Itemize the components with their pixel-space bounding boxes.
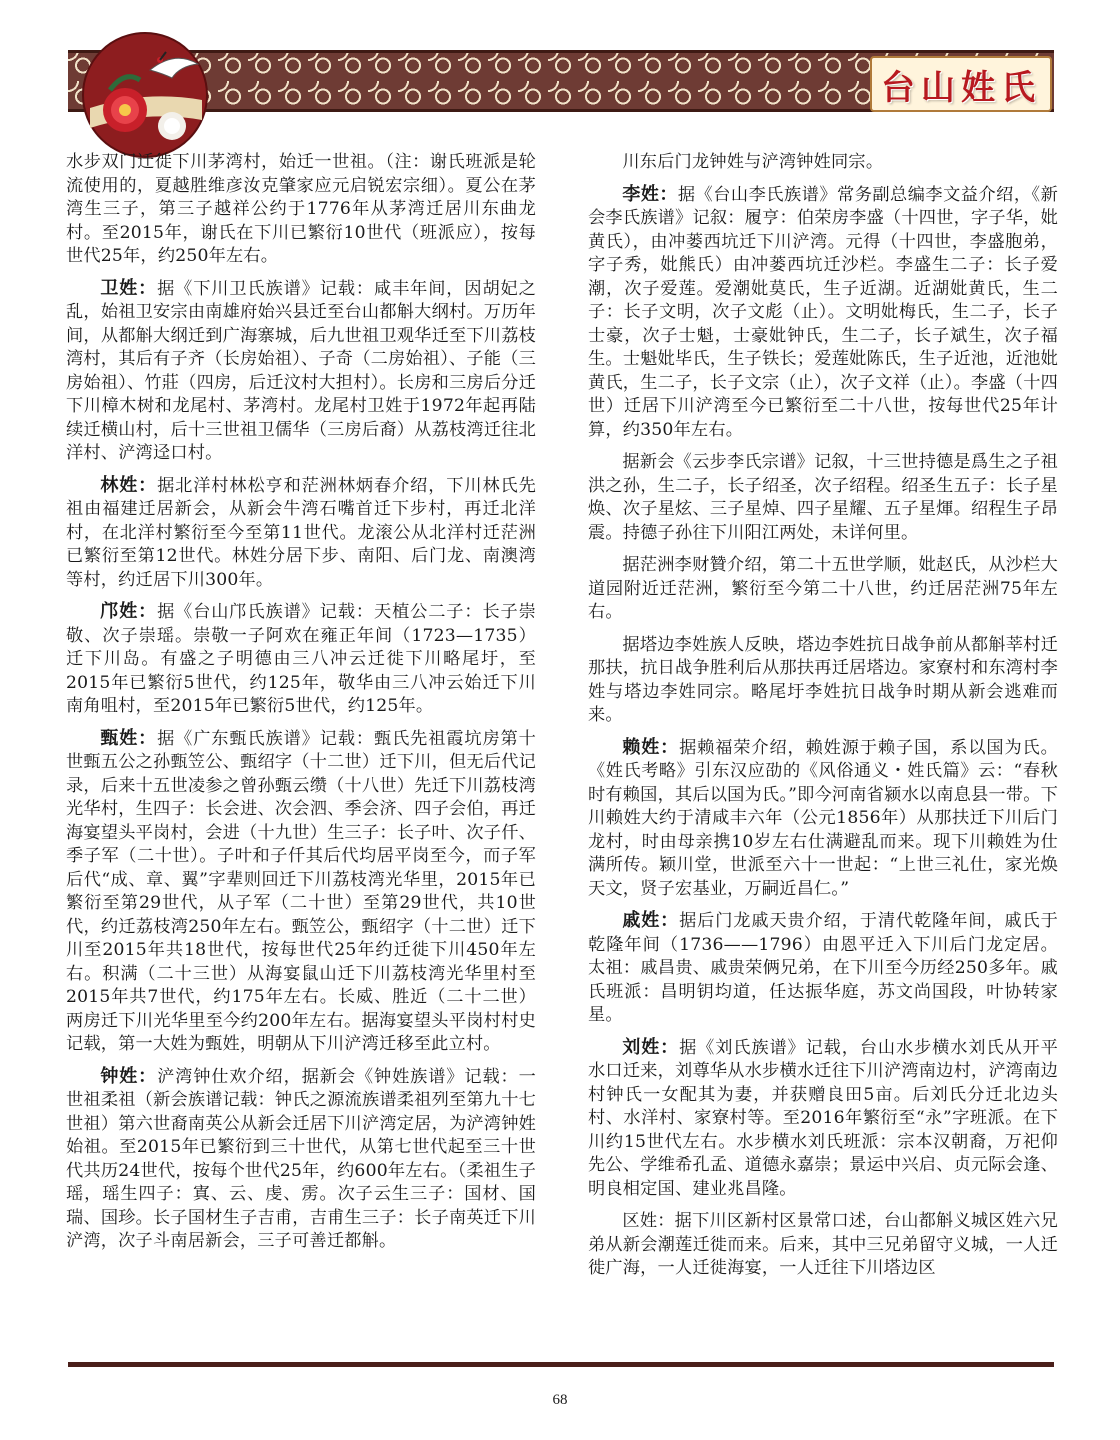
paragraph-text: 据《刘氏族谱》记载，台山水步横水刘氏从开平水口迁来，刘尊华从水步横水迁往下川浐湾南边村，浐湾南边村钟氏一女配其为妻，并获赠良田5亩。后刘氏分迁北边头村、水洋村、家寮村等。至2016年繁衍至“永”字班派。在下川约15世代左右。水步横水刘氏班派：宗本汉朝裔，万祀仰先公、学维希孔孟、道德永嘉崇；景运中兴启、贞元际会逢、明良相定国、建业兆昌隆。 bbox=[588, 1037, 1058, 1199]
paragraph bbox=[66, 727, 536, 1057]
page-title: 台山姓氏 bbox=[881, 67, 1041, 108]
surname-label: 钟姓： bbox=[100, 1065, 158, 1087]
paragraph bbox=[588, 909, 1058, 1028]
surname-label: 刘姓： bbox=[622, 1036, 680, 1058]
surname-label: 戚姓： bbox=[622, 910, 680, 931]
paragraph-text: 据《广东甄氏族谱》记载：甄氏先祖霞坑房第十世甄五公之孙甄笠公、甄绍字（十二世）迁下川，但无后代记录，后来十五世凌参之曾孙甄云缵（十八世）先迁下川荔枝湾光华村，生四子：长会进、次会泗、季会济、四子会伯，再迁海宴望头平岗村，会进（十九世）生三子：长子叶、次子仟、季子军（二十世）。子叶和子仟其后代均居平岗至今，而子军后代“成、章、翼”字辈则回迁下川荔枝湾光华里，2015年已繁衍至第29世代，从子军（二十世）至第29世代，共10世代，约迁荔枝湾250年左右。甄笠公，甄绍字（十二世）迁下川至2015年共18世代，按每世代25年约迁徙下川450年左右。积满（二十三世）从海宴鼠山迁下川荔枝湾光华里村至2015年共7世代，约175年左右。长威、胜近（二十二世）两房迁下川光华里至今约200年左右。据海宴望头平岗村村史记载，第一大姓为甄姓，明朝从下川浐湾迁移至此立村。 bbox=[66, 728, 536, 1054]
paragraph-text: 据《下川卫氏族谱》记载：咸丰年间，因胡妃之乱，始祖卫安宗由南雄府始兴县迁至台山都斛大纲村。万历年间，从都斛大纲迁到广海寨城，后九世祖卫观华迁至下川荔枝湾村，其后有子齐（长房始祖）、子奇（二房始祖）、子能（三房始祖）、竹莊（四房，后迁汶村大担村）。长房和三房后分迁下川樟木树和龙尾村、茅湾村。龙尾村卫姓于1972年起再陆续迁横山村，后十三世祖卫儒华（三房后裔）从荔枝湾迁往北洋村、浐湾迳口村。 bbox=[66, 278, 536, 463]
paragraph-text: 据茫洲李财贊介绍，第二十五世学顺，妣赵氏，从沙栏大道园附近迁茫洲，繁衍至今第二十八世，约迁居茫洲75年左右。 bbox=[588, 555, 1058, 622]
page-number: 68 bbox=[552, 1392, 568, 1408]
paragraph-text: 据赖福荣介绍，赖姓源于赖子国，系以国为氏。《姓氏考略》引东汉应劭的《风俗通义・姓氏篇》云：“春秋时有赖国，其后以国为氏。”即今河南省颍水以南息县一带。下川赖姓大约于清咸丰六年（公元1856年）从那扶迁下川后门龙村，时由母亲携10岁左右仕满避乱而来。现下川赖姓为仕满所传。颖川堂，世派至六十一世起：“上世三礼仕，家光焕天文，贤子宏基业，万嗣近昌仁。” bbox=[588, 737, 1058, 899]
paragraph bbox=[66, 150, 536, 269]
paragraph bbox=[66, 474, 536, 593]
surname-label: 邝姓： bbox=[100, 601, 158, 622]
paragraph bbox=[588, 450, 1058, 545]
surname-label: 李姓： bbox=[622, 183, 678, 205]
paragraph bbox=[66, 600, 536, 719]
paragraph-text: 据北洋村林松亨和茫洲林炳春介绍，下川林氏先祖由福建迁居新会，从新会牛湾石嘴首迁下步村，再迁北洋村，在北洋村繁衍至今至第11世代。龙滚公从北洋村迁茫洲已繁衍至第12世代。林姓分居下步、南阳、后门龙、南澳湾等村，约迁居下川300年。 bbox=[66, 475, 536, 590]
paragraph-text: 川东后门龙钟姓与浐湾钟姓同宗。 bbox=[622, 152, 884, 172]
paragraph-text: 据后门龙戚天贵介绍，于清代乾隆年间，戚氏于乾隆年间（1736——1796）由恩平迁入下川后门龙定居。太祖：戚昌贵、戚贵荣俩兄弟，在下川至今历经250多年。戚氏班派：昌明钥均道，任达振华庭，苏文尚国段，叶协转家星。 bbox=[588, 911, 1058, 1025]
surname-label: 甄姓： bbox=[100, 727, 158, 749]
title-plaque bbox=[870, 56, 1052, 112]
surname-label: 赖姓： bbox=[622, 736, 680, 758]
banner-top-edge bbox=[68, 50, 1054, 53]
paragraph-text: 据新会《云步李氏宗谱》记叙，十三世持德是爲生之子祖洪之孙，生二子，长子绍圣，次子绍程。绍圣生五子：长子星焕、次子星炫、三子星焯、四子星耀、五子星煇。绍程生子昂震。持德子孙往下川阳江两处，未详何里。 bbox=[588, 452, 1058, 543]
paragraph-text: 浐湾钟仕欢介绍，据新会《钟姓族谱》记载：一世祖柔祖（新会族谱记载：钟氏之源流族谱柔祖列至第九十七世祖）第六世裔南英公从新会迁居下川浐湾定居，为浐湾钟姓始祖。至2015年已繁衍到三十世代，从第七世代起至三十世代共历24世代，按每个世代25年，约600年左右。（柔祖生子瑶，瑶生四子：寘、云、虔、雳。次子云生三子：国材、国瑞、国珍。长子国材生子吉甫，吉甫生三子：长子南英迁下川浐湾，次子斗南居新会，三子可善迁都斛。 bbox=[66, 1066, 536, 1251]
paragraph bbox=[588, 150, 1058, 175]
paragraph-text: 据《台山邝氏族谱》记载：天植公二子：长子崇敬、次子崇瑶。崇敬一子阿欢在雍正年间（1723—1735）迁下川岛。有盛之子明德由三八冲云迁徙下川略尾圩，至2015年已繁衍5世代，约125年，敬华由三八冲云始迁下川南角咀村，至2015年已繁衍5世代，约125年。 bbox=[66, 602, 536, 716]
surname-label: 林姓： bbox=[100, 474, 158, 496]
crane-peony-emblem bbox=[80, 30, 210, 160]
paragraph bbox=[66, 277, 536, 466]
paragraph bbox=[588, 633, 1058, 728]
paragraph-text: 据塔边李姓族人反映，塔边李姓抗日战争前从都斛莘村迁那扶，抗日战争胜利后从那扶再迁居塔边。家寮村和东湾村李姓与塔边李姓同宗。略尾圩李姓抗日战争时期从新会逃难而来。 bbox=[588, 634, 1058, 725]
right-column bbox=[588, 150, 1058, 1289]
paragraph bbox=[66, 1065, 536, 1254]
paragraph-text: 据《台山李氏族谱》常务副总编李文益介绍，《新会李氏族谱》记叙：履亨：伯荣房李盛（十四世，字子华，妣黄氏），由冲蒌西坑迁下川浐湾。元得（十四世，李盛胞弟，字子秀，妣熊氏）由冲蒌西坑迁沙栏。李盛生二子：长子爱潮，次子爱莲。爱潮妣莫氏，生子近湖。近湖妣黄氏，生二子：长子文明，次子文彪（止）。文明妣梅氏，生二子，长子士豪，次子士魁，士豪妣钟氏，生二子，长子斌生，次子福生。士魁妣毕氏，生子铁长；爱莲妣陈氏，生子近池，近池妣黄氏，生二子，长子文宗（止），次子文祥（止）。李盛（十四世）迁居下川浐湾至今已繁衍至二十八世，按每世代25年计算，约350年左右。 bbox=[588, 184, 1058, 440]
paragraph bbox=[588, 1209, 1058, 1281]
surname-label: 卫姓： bbox=[100, 277, 158, 299]
left-column bbox=[66, 150, 536, 1262]
paragraph-text: 区姓：据下川区新村区景常口述，台山都斛义城区姓六兄弟从新会潮莲迁徙而来。后来，其中三兄弟留守义城，一人迁徙广海，一人迁徙海宴，一人迁往下川塔边区 bbox=[588, 1211, 1058, 1278]
paragraph bbox=[588, 553, 1058, 625]
paragraph bbox=[588, 736, 1058, 902]
paragraph bbox=[588, 1036, 1058, 1202]
footer-rule bbox=[68, 1362, 1054, 1367]
paragraph-text: 水步双门迁徙下川茅湾村，始迁一世祖。（注：谢氏班派是轮流使用的，夏越胜维彦汝克肇家应元启锐宏宗细）。夏公在茅湾生三子，第三子越祥公约于1776年从茅湾迁居川东曲龙村。至2015年，谢氏在下川已繁衍10世代（班派应），按每世代25年，约250年左右。 bbox=[66, 152, 536, 266]
paragraph bbox=[588, 183, 1058, 443]
